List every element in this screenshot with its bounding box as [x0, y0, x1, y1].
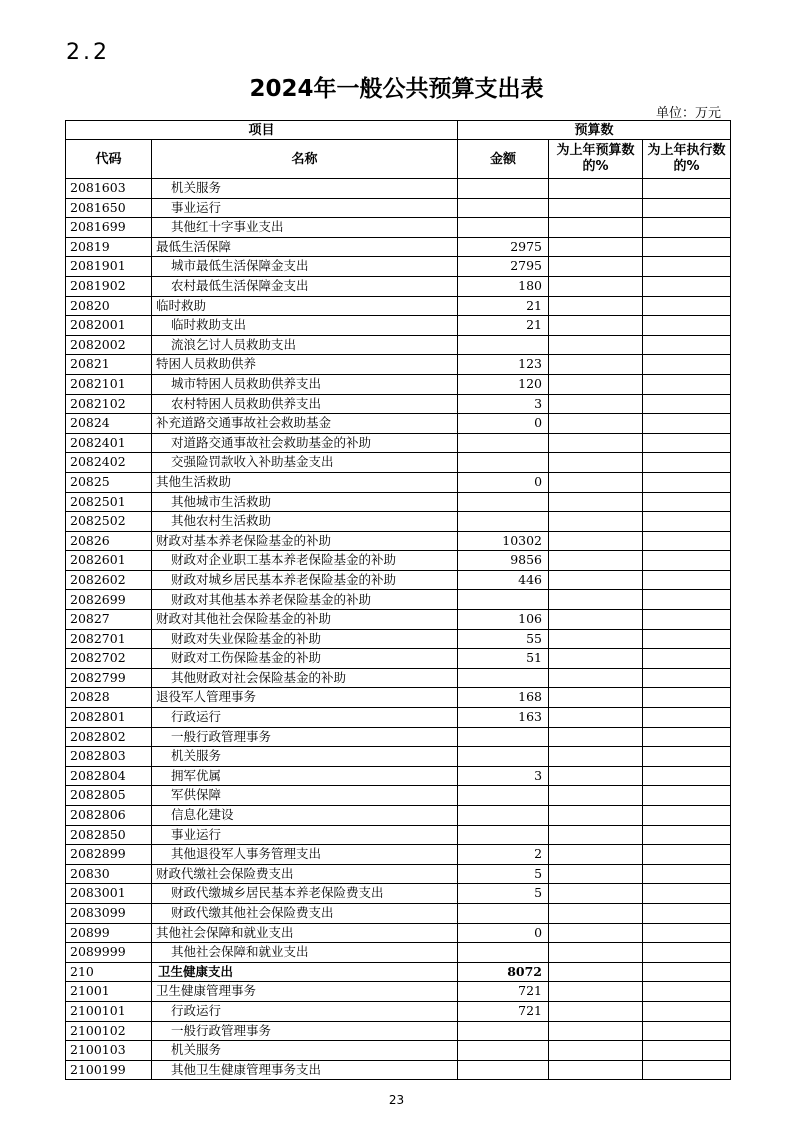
- table-row: [66, 590, 731, 610]
- row-prev-exec-pct: [643, 1021, 731, 1041]
- table-row: [66, 1021, 731, 1041]
- row-name: 机关服务: [152, 179, 458, 199]
- table-row: [66, 708, 731, 728]
- row-amount: 51: [458, 649, 549, 669]
- row-name: 机关服务: [152, 1041, 458, 1061]
- row-prev-budget-pct: [549, 198, 643, 218]
- row-code: 2082702: [66, 649, 152, 669]
- table-row: [66, 806, 731, 826]
- row-amount: 5: [458, 884, 549, 904]
- row-amount: [458, 1060, 549, 1080]
- row-prev-exec-pct: [643, 394, 731, 414]
- row-amount: [458, 747, 549, 767]
- table-row: [66, 668, 731, 688]
- row-amount: 55: [458, 629, 549, 649]
- row-prev-exec-pct: [643, 649, 731, 669]
- row-prev-exec-pct: [643, 708, 731, 728]
- row-name: 卫生健康管理事务: [152, 982, 458, 1002]
- row-amount: 21: [458, 296, 549, 316]
- table-row: [66, 688, 731, 708]
- row-prev-exec-pct: [643, 218, 731, 238]
- row-prev-exec-pct: [643, 355, 731, 375]
- row-prev-budget-pct: [549, 433, 643, 453]
- table-row: [66, 179, 731, 199]
- row-amount: [458, 198, 549, 218]
- row-prev-budget-pct: [549, 257, 643, 277]
- table-row: [66, 923, 731, 943]
- row-prev-budget-pct: [549, 864, 643, 884]
- table-row: [66, 237, 731, 257]
- row-code: 2083099: [66, 903, 152, 923]
- row-name: 交强险罚款收入补助基金支出: [152, 453, 458, 473]
- row-code: 2100103: [66, 1041, 152, 1061]
- row-name: 信息化建设: [152, 806, 458, 826]
- row-prev-budget-pct: [549, 786, 643, 806]
- table-body: [66, 179, 731, 1080]
- row-prev-exec-pct: [643, 668, 731, 688]
- row-prev-budget-pct: [549, 668, 643, 688]
- row-name: 对道路交通事故社会救助基金的补助: [152, 433, 458, 453]
- budget-expenditure-table: [65, 120, 731, 1080]
- row-code: 2082803: [66, 747, 152, 767]
- row-prev-exec-pct: [643, 198, 731, 218]
- row-code: 2082802: [66, 727, 152, 747]
- row-code: 20899: [66, 923, 152, 943]
- table-row: [66, 864, 731, 884]
- row-name: 城市最低生活保障金支出: [152, 257, 458, 277]
- row-code: 2082101: [66, 374, 152, 394]
- row-prev-exec-pct: [643, 884, 731, 904]
- row-prev-budget-pct: [549, 1021, 643, 1041]
- row-name: 财政代缴城乡居民基本养老保险费支出: [152, 884, 458, 904]
- row-code: 2082806: [66, 806, 152, 826]
- row-code: 20821: [66, 355, 152, 375]
- row-amount: 0: [458, 923, 549, 943]
- row-prev-budget-pct: [549, 512, 643, 532]
- row-prev-exec-pct: [643, 864, 731, 884]
- row-prev-budget-pct: [549, 962, 643, 982]
- row-name: 农村特困人员救助供养支出: [152, 394, 458, 414]
- row-prev-exec-pct: [643, 237, 731, 257]
- row-prev-exec-pct: [643, 276, 731, 296]
- row-code: 2081603: [66, 179, 152, 199]
- row-amount: [458, 668, 549, 688]
- row-amount: [458, 453, 549, 473]
- table-row: [66, 472, 731, 492]
- row-prev-budget-pct: [549, 276, 643, 296]
- row-prev-budget-pct: [549, 708, 643, 728]
- row-prev-budget-pct: [549, 845, 643, 865]
- row-prev-exec-pct: [643, 570, 731, 590]
- row-name: 财政对工伤保险基金的补助: [152, 649, 458, 669]
- row-prev-budget-pct: [549, 531, 643, 551]
- row-code: 2100101: [66, 1001, 152, 1021]
- row-code: 2100102: [66, 1021, 152, 1041]
- row-prev-exec-pct: [643, 335, 731, 355]
- row-prev-budget-pct: [549, 806, 643, 826]
- row-name: 其他卫生健康管理事务支出: [152, 1060, 458, 1080]
- table-row: [66, 394, 731, 414]
- table-row: [66, 962, 731, 982]
- row-amount: [458, 806, 549, 826]
- row-amount: 0: [458, 414, 549, 434]
- table-row: [66, 610, 731, 630]
- row-name: 特困人员救助供养: [152, 355, 458, 375]
- row-amount: [458, 1021, 549, 1041]
- row-prev-budget-pct: [549, 766, 643, 786]
- row-amount: 9856: [458, 551, 549, 571]
- row-prev-exec-pct: [643, 531, 731, 551]
- row-amount: [458, 433, 549, 453]
- row-code: 21001: [66, 982, 152, 1002]
- table-row: [66, 570, 731, 590]
- row-prev-exec-pct: [643, 590, 731, 610]
- table-row: [66, 257, 731, 277]
- table-row: [66, 512, 731, 532]
- row-prev-budget-pct: [549, 1060, 643, 1080]
- row-prev-budget-pct: [549, 218, 643, 238]
- row-code: 20830: [66, 864, 152, 884]
- row-name: 临时救助: [152, 296, 458, 316]
- row-name: 财政对城乡居民基本养老保险基金的补助: [152, 570, 458, 590]
- row-code: 2082850: [66, 825, 152, 845]
- row-prev-budget-pct: [549, 374, 643, 394]
- row-code: 2081650: [66, 198, 152, 218]
- table-row: [66, 374, 731, 394]
- row-amount: 10302: [458, 531, 549, 551]
- row-prev-budget-pct: [549, 629, 643, 649]
- row-name: 一般行政管理事务: [152, 1021, 458, 1041]
- row-prev-budget-pct: [549, 551, 643, 571]
- row-name: 其他农村生活救助: [152, 512, 458, 532]
- row-name: 退役军人管理事务: [152, 688, 458, 708]
- row-amount: 721: [458, 1001, 549, 1021]
- row-prev-budget-pct: [549, 610, 643, 630]
- row-prev-exec-pct: [643, 629, 731, 649]
- row-prev-budget-pct: [549, 355, 643, 375]
- table-row: [66, 982, 731, 1002]
- row-prev-budget-pct: [549, 590, 643, 610]
- row-code: 2081901: [66, 257, 152, 277]
- row-name: 流浪乞讨人员救助支出: [152, 335, 458, 355]
- row-prev-budget-pct: [549, 982, 643, 1002]
- table-row: [66, 786, 731, 806]
- row-prev-budget-pct: [549, 492, 643, 512]
- row-prev-budget-pct: [549, 688, 643, 708]
- row-prev-exec-pct: [643, 257, 731, 277]
- row-name: 财政代缴社会保险费支出: [152, 864, 458, 884]
- row-prev-exec-pct: [643, 923, 731, 943]
- row-code: 2082801: [66, 708, 152, 728]
- row-code: 20820: [66, 296, 152, 316]
- row-code: 210: [66, 962, 152, 982]
- row-prev-exec-pct: [643, 786, 731, 806]
- row-amount: 123: [458, 355, 549, 375]
- row-prev-exec-pct: [643, 296, 731, 316]
- table-row: [66, 943, 731, 963]
- row-code: 2082701: [66, 629, 152, 649]
- header-prev-exec-pct: 为上年执行数的%: [643, 140, 731, 179]
- row-prev-budget-pct: [549, 1041, 643, 1061]
- row-amount: 5: [458, 864, 549, 884]
- page-title: 2024年一般公共预算支出表: [249, 76, 544, 102]
- table-row: [66, 1001, 731, 1021]
- row-code: 2082602: [66, 570, 152, 590]
- row-prev-exec-pct: [643, 453, 731, 473]
- header-amount: 金额: [458, 140, 549, 179]
- row-amount: 120: [458, 374, 549, 394]
- row-prev-exec-pct: [643, 903, 731, 923]
- row-code: 20828: [66, 688, 152, 708]
- table-row: [66, 355, 731, 375]
- row-code: 2082804: [66, 766, 152, 786]
- row-code: 2082102: [66, 394, 152, 414]
- row-name: 城市特困人员救助供养支出: [152, 374, 458, 394]
- table-row: [66, 218, 731, 238]
- page-number: 23: [388, 1093, 405, 1107]
- row-code: 2083001: [66, 884, 152, 904]
- row-name: 一般行政管理事务: [152, 727, 458, 747]
- header-budget-group: 预算数: [458, 121, 731, 140]
- row-name: 其他财政对社会保险基金的补助: [152, 668, 458, 688]
- row-prev-exec-pct: [643, 414, 731, 434]
- row-amount: [458, 492, 549, 512]
- row-amount: [458, 825, 549, 845]
- table-row: [66, 1060, 731, 1080]
- row-name: 财政对企业职工基本养老保险基金的补助: [152, 551, 458, 571]
- row-amount: 2975: [458, 237, 549, 257]
- row-prev-budget-pct: [549, 237, 643, 257]
- table-row: [66, 903, 731, 923]
- row-name: 事业运行: [152, 198, 458, 218]
- row-amount: 3: [458, 394, 549, 414]
- row-prev-exec-pct: [643, 472, 731, 492]
- row-code: 20824: [66, 414, 152, 434]
- row-name: 最低生活保障: [152, 237, 458, 257]
- row-prev-exec-pct: [643, 943, 731, 963]
- row-name: 卫生健康支出: [152, 962, 458, 982]
- row-prev-budget-pct: [549, 570, 643, 590]
- table-row: [66, 531, 731, 551]
- row-prev-exec-pct: [643, 610, 731, 630]
- row-amount: 180: [458, 276, 549, 296]
- row-prev-exec-pct: [643, 825, 731, 845]
- table-row: [66, 316, 731, 336]
- row-amount: 163: [458, 708, 549, 728]
- row-code: 2082002: [66, 335, 152, 355]
- row-name: 行政运行: [152, 708, 458, 728]
- header-prev-budget-pct: 为上年预算数的%: [549, 140, 643, 179]
- row-name: 农村最低生活保障金支出: [152, 276, 458, 296]
- row-code: 2082502: [66, 512, 152, 532]
- row-prev-exec-pct: [643, 433, 731, 453]
- row-amount: [458, 218, 549, 238]
- header-name: 名称: [152, 140, 458, 179]
- table-row: [66, 766, 731, 786]
- row-code: 2082799: [66, 668, 152, 688]
- row-prev-exec-pct: [643, 1060, 731, 1080]
- row-name: 其他社会保障和就业支出: [152, 943, 458, 963]
- table-row: [66, 453, 731, 473]
- row-prev-budget-pct: [549, 316, 643, 336]
- row-name: 其他退役军人事务管理支出: [152, 845, 458, 865]
- row-prev-exec-pct: [643, 747, 731, 767]
- row-amount: [458, 727, 549, 747]
- row-prev-exec-pct: [643, 551, 731, 571]
- row-amount: [458, 590, 549, 610]
- row-amount: [458, 335, 549, 355]
- row-code: 20826: [66, 531, 152, 551]
- row-code: 2082401: [66, 433, 152, 453]
- table-row: [66, 884, 731, 904]
- row-name: 财政对基本养老保险基金的补助: [152, 531, 458, 551]
- row-name: 机关服务: [152, 747, 458, 767]
- row-amount: 168: [458, 688, 549, 708]
- row-amount: [458, 903, 549, 923]
- row-name: 财政对其他社会保险基金的补助: [152, 610, 458, 630]
- unit-label: 单位：万元: [655, 106, 721, 121]
- row-amount: [458, 179, 549, 199]
- row-code: 20819: [66, 237, 152, 257]
- row-prev-exec-pct: [643, 1041, 731, 1061]
- row-name: 军供保障: [152, 786, 458, 806]
- row-amount: 21: [458, 316, 549, 336]
- row-name: 其他生活救助: [152, 472, 458, 492]
- row-amount: [458, 1041, 549, 1061]
- row-code: 20827: [66, 610, 152, 630]
- table-row: [66, 629, 731, 649]
- row-name: 其他社会保障和就业支出: [152, 923, 458, 943]
- row-prev-budget-pct: [549, 296, 643, 316]
- row-name: 拥军优属: [152, 766, 458, 786]
- row-name: 事业运行: [152, 825, 458, 845]
- row-prev-exec-pct: [643, 962, 731, 982]
- header-code: 代码: [66, 140, 152, 179]
- row-prev-exec-pct: [643, 492, 731, 512]
- row-amount: 0: [458, 472, 549, 492]
- table-row: [66, 747, 731, 767]
- row-amount: [458, 786, 549, 806]
- row-prev-budget-pct: [549, 179, 643, 199]
- table-row: [66, 649, 731, 669]
- row-prev-exec-pct: [643, 766, 731, 786]
- row-amount: 106: [458, 610, 549, 630]
- row-name: 行政运行: [152, 1001, 458, 1021]
- row-prev-exec-pct: [643, 982, 731, 1002]
- row-prev-exec-pct: [643, 845, 731, 865]
- row-prev-budget-pct: [549, 1001, 643, 1021]
- row-amount: 446: [458, 570, 549, 590]
- header-item-group: 项目: [66, 121, 458, 140]
- row-amount: [458, 943, 549, 963]
- row-prev-exec-pct: [643, 688, 731, 708]
- row-prev-budget-pct: [549, 943, 643, 963]
- table-row: [66, 296, 731, 316]
- table-row: [66, 551, 731, 571]
- row-prev-budget-pct: [549, 825, 643, 845]
- row-prev-budget-pct: [549, 335, 643, 355]
- table-row: [66, 335, 731, 355]
- row-amount: 3: [458, 766, 549, 786]
- row-code: 2082699: [66, 590, 152, 610]
- row-amount: 8072: [458, 962, 549, 982]
- row-prev-budget-pct: [549, 923, 643, 943]
- row-code: 2089999: [66, 943, 152, 963]
- row-code: 2082402: [66, 453, 152, 473]
- row-prev-budget-pct: [549, 414, 643, 434]
- row-code: 2100199: [66, 1060, 152, 1080]
- row-prev-exec-pct: [643, 727, 731, 747]
- row-prev-budget-pct: [549, 453, 643, 473]
- row-prev-budget-pct: [549, 472, 643, 492]
- row-name: 其他城市生活救助: [152, 492, 458, 512]
- row-code: 2081699: [66, 218, 152, 238]
- table-row: [66, 492, 731, 512]
- row-prev-budget-pct: [549, 394, 643, 414]
- row-prev-exec-pct: [643, 512, 731, 532]
- row-amount: 2795: [458, 257, 549, 277]
- row-code: 2082899: [66, 845, 152, 865]
- row-amount: 721: [458, 982, 549, 1002]
- row-code: 2082601: [66, 551, 152, 571]
- row-prev-budget-pct: [549, 727, 643, 747]
- row-name: 其他红十字事业支出: [152, 218, 458, 238]
- row-code: 2082805: [66, 786, 152, 806]
- row-name: 补充道路交通事故社会救助基金: [152, 414, 458, 434]
- row-prev-exec-pct: [643, 179, 731, 199]
- table-row: [66, 845, 731, 865]
- table-row: [66, 727, 731, 747]
- row-code: 2081902: [66, 276, 152, 296]
- section-number: 2.2: [66, 40, 110, 65]
- row-prev-exec-pct: [643, 374, 731, 394]
- row-name: 财政对失业保险基金的补助: [152, 629, 458, 649]
- row-prev-exec-pct: [643, 806, 731, 826]
- row-code: 20825: [66, 472, 152, 492]
- table-row: [66, 276, 731, 296]
- row-prev-exec-pct: [643, 1001, 731, 1021]
- row-prev-budget-pct: [549, 747, 643, 767]
- row-code: 2082501: [66, 492, 152, 512]
- row-amount: 2: [458, 845, 549, 865]
- table-row: [66, 414, 731, 434]
- row-code: 2082001: [66, 316, 152, 336]
- row-amount: [458, 512, 549, 532]
- row-prev-exec-pct: [643, 316, 731, 336]
- row-prev-budget-pct: [549, 884, 643, 904]
- row-name: 财政对其他基本养老保险基金的补助: [152, 590, 458, 610]
- table-row: [66, 198, 731, 218]
- row-name: 财政代缴其他社会保险费支出: [152, 903, 458, 923]
- row-prev-budget-pct: [549, 649, 643, 669]
- row-prev-budget-pct: [549, 903, 643, 923]
- table-row: [66, 825, 731, 845]
- table-row: [66, 433, 731, 453]
- row-name: 临时救助支出: [152, 316, 458, 336]
- table-row: [66, 1041, 731, 1061]
